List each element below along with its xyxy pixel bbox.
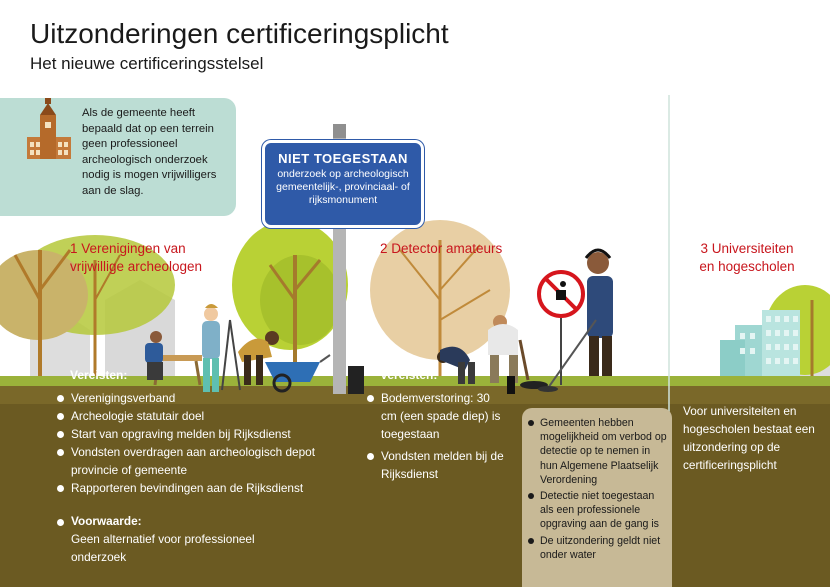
section1-requirements-label: Vereisten: [70,368,128,382]
list-item: Verenigingsverband [57,389,337,407]
prohibited-sign [262,140,424,228]
list-item: Bodemverstoring: 30 cm (een spade diep) is toegestaan [367,389,507,443]
list-item: Gemeenten hebben mogelijkheid om verbod op detectie op te nemen in hun Algemene Plaatselijk Verordening [528,416,670,487]
section2-requirements-label: Vereisten: [380,368,438,382]
list-item: Detectie niet toegestaan als een professionele opgraving aan de gang is [528,489,670,532]
sign-title: NIET TOEGESTAAN [278,151,408,166]
section1-heading-line2: vrijwillige archeologen [70,259,203,274]
list-item: Archeologie statutair doel [57,407,337,425]
list-item: De uitzondering geldt niet onder water [528,534,670,562]
section1-requirements-list [57,389,337,497]
section2-heading: 2 Detector amateurs [380,241,503,256]
section3-heading [682,240,812,276]
section1-condition-label: Voorwaarde: [71,514,142,528]
list-item: Start van opgraving melden bij Rijksdienst [57,425,337,443]
section1-heading [70,240,202,276]
list-item: Vondsten melden bij de Rijksdienst [367,447,507,483]
section1-condition-text: Geen alternatief voor professioneel onderzoek [71,532,255,564]
section3-heading-line1: 3 Universiteiten [700,241,794,256]
sign-text: onderzoek op archeologisch gemeentelijk-, provinciaal- of rijksmonument [276,168,410,206]
town-hall-icon [22,98,78,162]
detector-notes-list [528,416,670,564]
list-item: Rapporteren bevindingen aan de Rijksdienst [57,479,337,497]
page-title: Uitzonderingen certificeringsplicht [30,18,449,49]
section3-heading-line2: en hogescholen [699,259,795,274]
page-subtitle: Het nieuwe certificeringsstelsel [30,54,264,73]
info-text: Als de gemeente heeft bepaald dat op een terrein geen professioneel archeologisch onderzoek nodig is mogen vrijwilligers aan de slag. [82,107,217,197]
list-item: Vondsten overdragen aan archeologisch depot provincie of gemeente [57,443,337,479]
section3-text: Voor universiteiten en hogescholen bestaat een uitzondering op de certificeringsplicht [683,404,815,472]
section2-requirements-list [367,389,507,483]
section1-heading-line1: 1 Verenigingen van [70,241,186,256]
